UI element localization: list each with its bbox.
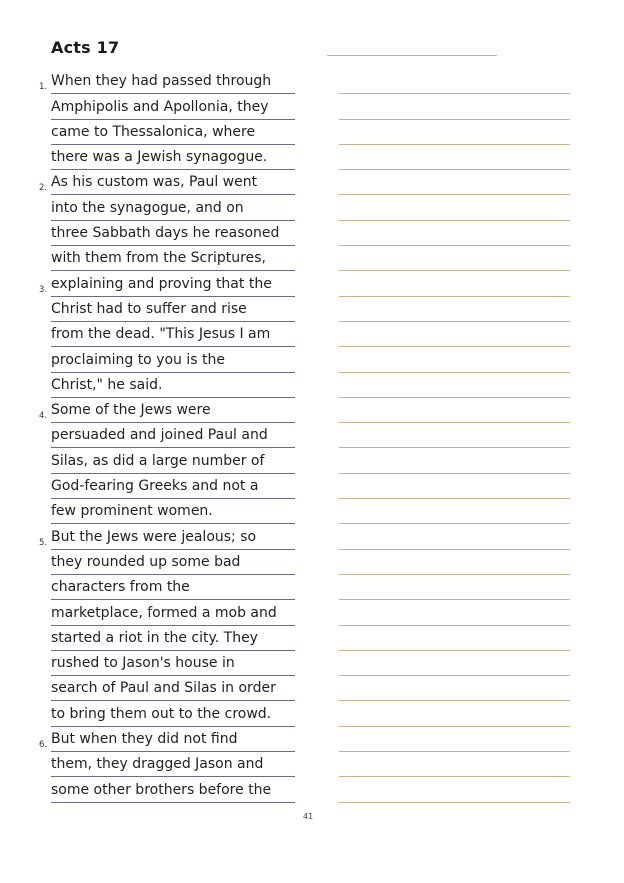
verse-line-row xyxy=(0,475,624,500)
copy-writing-line[interactable] xyxy=(339,194,570,195)
verse-text-line: As his custom was, Paul went xyxy=(51,170,295,195)
verse-text-line: proclaiming to you is the xyxy=(51,348,295,373)
copy-writing-line[interactable] xyxy=(339,144,570,145)
copy-writing-line[interactable] xyxy=(339,447,570,448)
verse-text-line: some other brothers before the xyxy=(51,778,295,803)
verse-line-row xyxy=(0,449,624,474)
verse-line-row xyxy=(0,551,624,576)
verse-line-row xyxy=(0,298,624,323)
copy-writing-line[interactable] xyxy=(339,726,570,727)
copy-writing-line[interactable] xyxy=(339,270,570,271)
verse-text-line: came to Thessalonica, where xyxy=(51,120,295,145)
copy-writing-line[interactable] xyxy=(339,220,570,221)
title-writing-line xyxy=(327,55,497,56)
verse-text-line: Christ had to suffer and rise xyxy=(51,297,295,322)
verse-text-line: started a riot in the city. They xyxy=(51,626,295,651)
verse-line-row xyxy=(0,374,624,399)
copy-writing-line[interactable] xyxy=(339,346,570,347)
verse-number: 6. xyxy=(39,740,48,751)
verse-line-row xyxy=(0,95,624,120)
verse-number: 2. xyxy=(39,183,48,194)
verse-line-row xyxy=(0,500,624,525)
copy-writing-line[interactable] xyxy=(339,296,570,297)
verse-text-line: Silas, as did a large number of xyxy=(51,449,295,474)
verse-text-line: characters from the xyxy=(51,575,295,600)
copy-writing-line[interactable] xyxy=(339,549,570,550)
verse-line-row xyxy=(0,222,624,247)
verse-line-row xyxy=(0,247,624,272)
verse-line-row xyxy=(0,601,624,626)
verse-number: 4. xyxy=(39,411,48,422)
verse-text-line: explaining and proving that the xyxy=(51,272,295,297)
verse-text-line: them, they dragged Jason and xyxy=(51,752,295,777)
copy-writing-line[interactable] xyxy=(339,422,570,423)
verse-line-row xyxy=(0,728,624,753)
verse-line-row xyxy=(0,323,624,348)
copy-writing-line[interactable] xyxy=(339,498,570,499)
copy-writing-line[interactable] xyxy=(339,599,570,600)
verse-text-line: with them from the Scriptures, xyxy=(51,246,295,271)
verse-line-row xyxy=(0,146,624,171)
copy-writing-line[interactable] xyxy=(339,625,570,626)
verse-text-line: But when they did not find xyxy=(51,727,295,752)
verse-number: 3. xyxy=(39,284,48,295)
copy-writing-line[interactable] xyxy=(339,119,570,120)
copy-writing-line[interactable] xyxy=(339,776,570,777)
verse-line-row xyxy=(0,272,624,297)
copy-writing-line[interactable] xyxy=(339,372,570,373)
copy-writing-line[interactable] xyxy=(339,397,570,398)
verse-text-line: search of Paul and Silas in order xyxy=(51,676,295,701)
verse-number: 5. xyxy=(39,537,48,548)
verse-text-line: rushed to Jason's house in xyxy=(51,651,295,676)
copy-writing-line[interactable] xyxy=(339,700,570,701)
verse-text-line: marketplace, formed a mob and xyxy=(51,601,295,626)
verse-text-line: there was a Jewish synagogue. xyxy=(51,145,295,170)
copy-writing-line[interactable] xyxy=(339,321,570,322)
verse-line-row xyxy=(0,576,624,601)
verse-line-row xyxy=(0,778,624,803)
verse-text-line: to bring them out to the crowd. xyxy=(51,702,295,727)
copy-writing-line[interactable] xyxy=(339,802,570,803)
verse-lines xyxy=(0,70,624,804)
page-title: Acts 17 xyxy=(51,38,120,57)
verse-line-row xyxy=(0,70,624,95)
copy-writing-line[interactable] xyxy=(339,473,570,474)
verse-text-line: three Sabbath days he reasoned xyxy=(51,221,295,246)
verse-line-row xyxy=(0,627,624,652)
copy-writing-line[interactable] xyxy=(339,574,570,575)
copy-writing-line[interactable] xyxy=(339,523,570,524)
page-number: 41 xyxy=(303,812,314,821)
verse-line-row xyxy=(0,525,624,550)
verse-line-row xyxy=(0,196,624,221)
verse-line-row xyxy=(0,424,624,449)
verse-line-row xyxy=(0,753,624,778)
verse-text-line: into the synagogue, and on xyxy=(51,196,295,221)
verse-line-row xyxy=(0,171,624,196)
verse-text-line: God-fearing Greeks and not a xyxy=(51,474,295,499)
verse-text-line: few prominent women. xyxy=(51,499,295,524)
copy-writing-line[interactable] xyxy=(339,169,570,170)
verse-line-row xyxy=(0,677,624,702)
verse-text-line: But the Jews were jealous; so xyxy=(51,525,295,550)
verse-number: 1. xyxy=(39,82,48,93)
verse-line-row xyxy=(0,652,624,677)
verse-text-line: from the dead. "This Jesus I am xyxy=(51,322,295,347)
verse-text-line: Some of the Jews were xyxy=(51,398,295,423)
verse-text-line: Christ," he said. xyxy=(51,373,295,398)
copy-writing-line[interactable] xyxy=(339,93,570,94)
verse-line-row xyxy=(0,121,624,146)
verse-line-row xyxy=(0,702,624,727)
copy-writing-line[interactable] xyxy=(339,675,570,676)
verse-line-row xyxy=(0,399,624,424)
copy-writing-line[interactable] xyxy=(339,650,570,651)
verse-text-line: Amphipolis and Apollonia, they xyxy=(51,95,295,120)
copy-writing-line[interactable] xyxy=(339,245,570,246)
verse-line-row xyxy=(0,348,624,373)
verse-text-line: they rounded up some bad xyxy=(51,550,295,575)
verse-text-line: persuaded and joined Paul and xyxy=(51,423,295,448)
verse-text-line: When they had passed through xyxy=(51,69,295,94)
copy-writing-line[interactable] xyxy=(339,751,570,752)
